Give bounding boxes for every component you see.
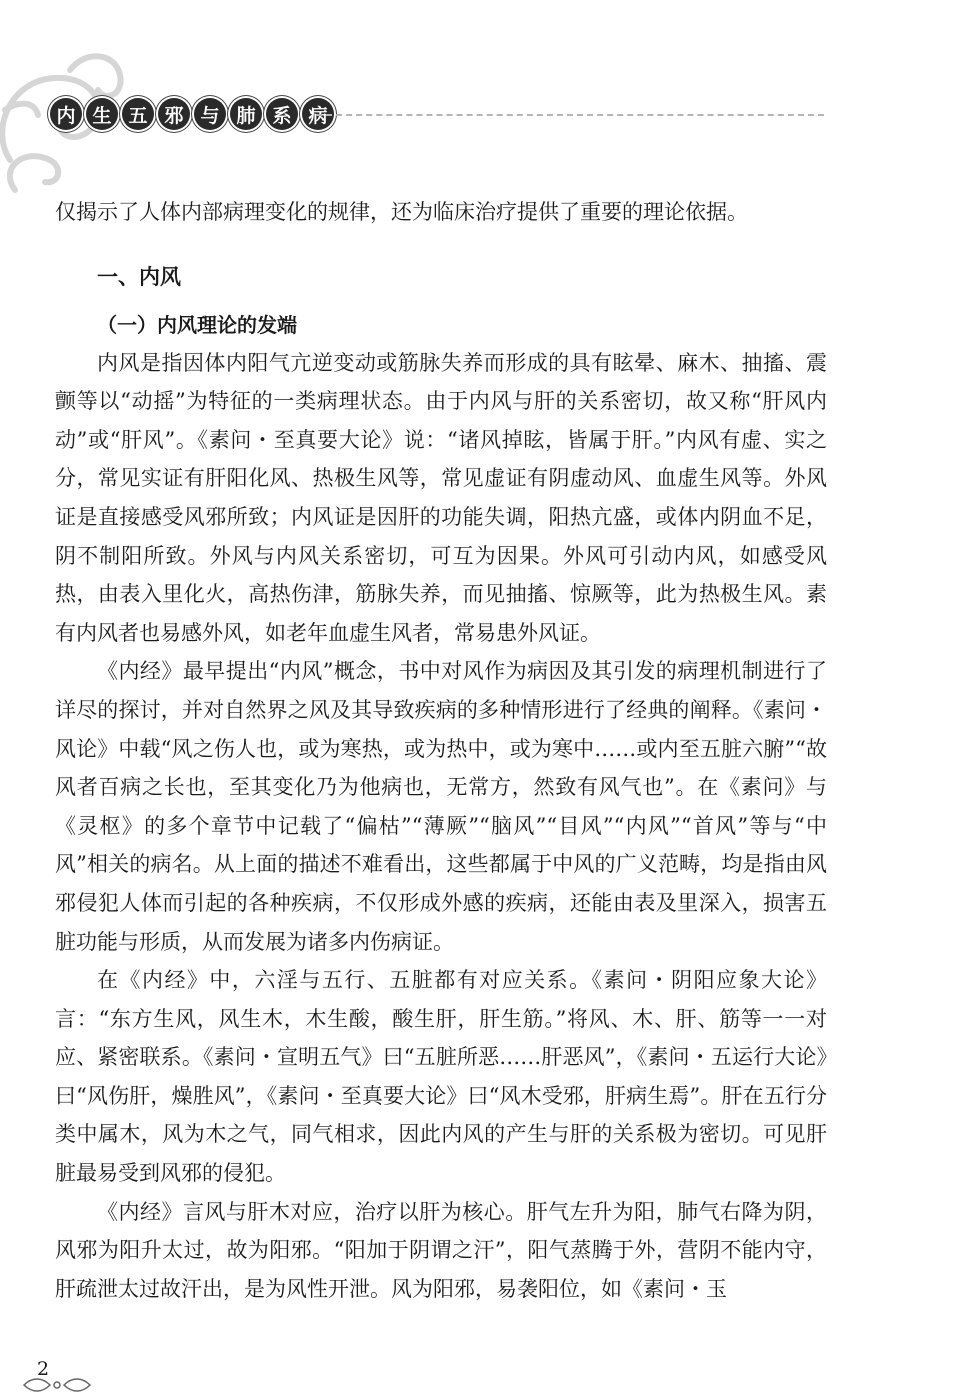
body-paragraph: 内风是指因体内阳气亢逆变动或筋脉失养而形成的具有眩晕、麻木、抽搐、震颤等以“动摇”为特征的一类病理状态。由于内风与肝的关系密切，故又称“肝风内动”或“肝风”。《素问・至真要大论》说：“诸风掉眩，皆属于肝。”内风有虚、实之分，常见实证有肝阳化风、热极生风等，常见虚证有阴虚动风、血虚生风等。外风证是直接感受风邪所致；内风证是因肝的功能失调，阳热亢盛，或体内阴血不足，阴不制阳所致。外风与内风关系密切，可互为因果。外风可引动内风，如感受风热，由表入里化火，高热伤津，筋脉失养，而见抽搐、惊厥等，此为热极生风。素有内风者也易感外风，如老年血虚生风者，常易患外风证。 <box>55 350 827 645</box>
lead-paragraph: 仅揭示了人体内部病理变化的规律，还为临床治疗提供了重要的理论依据。 <box>55 200 748 224</box>
subsection-heading: （一）内风理论的发端 <box>97 312 297 337</box>
header-char: 与 <box>194 98 226 130</box>
body-paragraph: 《内经》言风与肝木对应，治疗以肝为核心。肝气左升为阳，肺气右降为阴，风邪为阳升太过，故为阳邪。“阳加于阴谓之汗”，阳气蒸腾于外，营阴不能内守，肝疏泄太过故汗出，是为风性开泄。风为阳邪，易袭阳位，如《素问・玉 <box>55 1199 827 1301</box>
header-char: 肺 <box>230 98 262 130</box>
header-char: 内 <box>50 98 82 130</box>
header-char: 五 <box>122 98 154 130</box>
running-header-title <box>50 98 334 130</box>
page-number: 2 <box>37 1358 50 1380</box>
header-char: 生 <box>86 98 118 130</box>
header-char: 系 <box>266 98 298 130</box>
body-paragraph: 《内经》最早提出“内风”概念，书中对风作为病因及其引发的病理机制进行了详尽的探讨，并对自然界之风及其导致疾病的多种情形进行了经典的阐释。《素问・风论》中载“风之伤人也，或为寒热，或为热中，或为寒中……或内至五脏六腑”“故风者百病之长也，至其变化乃为他病也，无常方，然致有风气也”。在《素问》与《灵枢》的多个章节中记载了“偏枯”“薄厥”“脑风”“目风”“内风”“首风”等与“中风”相关的病名。从上面的描述不难看出，这些都属于中风的广义范畴，均是指由风邪侵犯人体而引起的各种疾病，不仅形成外感的疾病，还能由表及里深入，损害五脏功能与形质，从而发展为诸多内伤病证。 <box>55 659 827 954</box>
header-char: 邪 <box>158 98 190 130</box>
footer-scroll-ornament-icon <box>22 1375 92 1395</box>
header-dashed-rule <box>316 114 824 116</box>
page-body <box>55 193 827 1308</box>
header-char: 病 <box>302 98 334 130</box>
body-paragraph: 在《内经》中，六淫与五行、五脏都有对应关系。《素问・阴阳应象大论》言：“东方生风，风生木，木生酸，酸生肝，肝生筋。”将风、木、肝、筋等一一对应、紧密联系。《素问・宣明五气》曰“五脏所恶……肝恶风”，《素问・五运行大论》曰“风伤肝，燥胜风”，《素问・至真要大论》曰“风木受邪，肝病生焉”。肝在五行分类中属木，风为木之气，同气相求，因此内风的产生与肝的关系极为密切。可见肝脏最易受到风邪的侵犯。 <box>55 968 827 1186</box>
section-heading: 一、内风 <box>97 264 181 289</box>
